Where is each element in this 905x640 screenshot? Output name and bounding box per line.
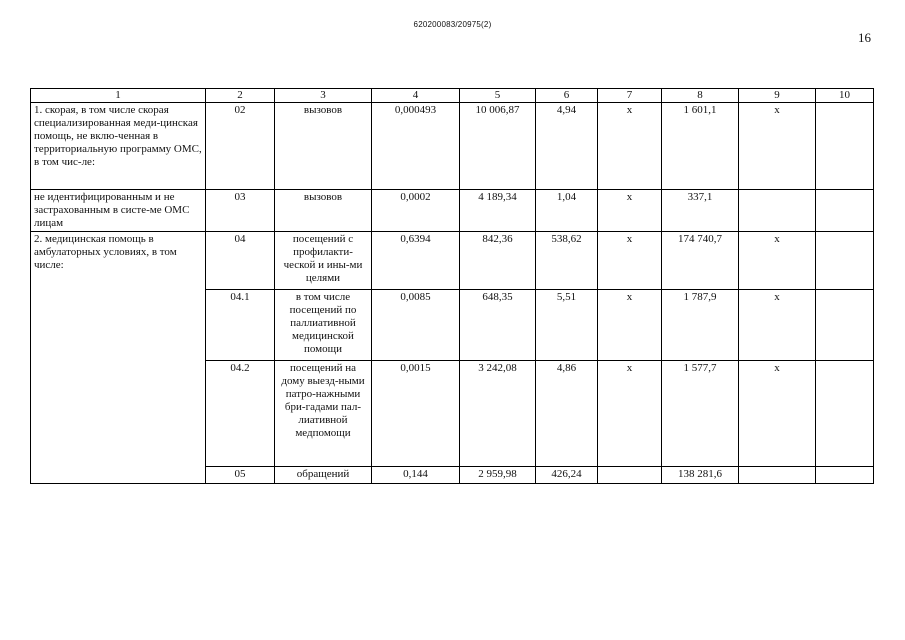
cell-col10: [816, 103, 874, 190]
cell-col10: [816, 190, 874, 232]
cell-col9: x: [739, 290, 816, 361]
cell-col4: 0,0015: [372, 361, 460, 467]
table-row: [31, 103, 874, 190]
row-code: 02: [206, 103, 275, 190]
cell-col6: 5,51: [536, 290, 598, 361]
cell-col7: x: [598, 290, 662, 361]
cell-col7: x: [598, 361, 662, 467]
cell-col8: 1 787,9: [662, 290, 739, 361]
cell-col8: 174 740,7: [662, 232, 739, 290]
cell-col8: 1 577,7: [662, 361, 739, 467]
cell-col7: x: [598, 190, 662, 232]
cell-col4: 0,0002: [372, 190, 460, 232]
cell-col8: 138 281,6: [662, 467, 739, 484]
row-code: 04.1: [206, 290, 275, 361]
cell-col8: 1 601,1: [662, 103, 739, 190]
cell-col4: 0,000493: [372, 103, 460, 190]
header-cell: 10: [816, 89, 874, 103]
cell-col5: 2 959,98: [460, 467, 536, 484]
header-cell: 2: [206, 89, 275, 103]
table-row: [31, 190, 874, 232]
cell-col6: 1,04: [536, 190, 598, 232]
row-code: 04: [206, 232, 275, 290]
cell-col6: 426,24: [536, 467, 598, 484]
cell-col10: [816, 232, 874, 290]
header-cell: 6: [536, 89, 598, 103]
cell-col4: 0,144: [372, 467, 460, 484]
cell-col8: 337,1: [662, 190, 739, 232]
cell-col7: x: [598, 103, 662, 190]
row-unit: вызовов: [275, 190, 372, 232]
cell-col5: 10 006,87: [460, 103, 536, 190]
row-description: 1. скорая, в том числе скорая специализированная меди-цинская помощь, не вклю-ченная в территориальную программу ОМС, в том чис-ле:: [31, 103, 206, 190]
header-cell: 9: [739, 89, 816, 103]
cell-col9: [739, 190, 816, 232]
row-code: 03: [206, 190, 275, 232]
cell-col7: [598, 467, 662, 484]
header-cell: 5: [460, 89, 536, 103]
document-id: 620200083/20975(2): [413, 20, 492, 29]
table-row: [31, 232, 874, 290]
cell-col10: [816, 361, 874, 467]
row-description: не идентифицированным и не застрахованным в систе-ме ОМС лицам: [31, 190, 206, 232]
row-code: 04.2: [206, 361, 275, 467]
cell-col6: 538,62: [536, 232, 598, 290]
row-unit: вызовов: [275, 103, 372, 190]
header-cell: 4: [372, 89, 460, 103]
header-cell: 7: [598, 89, 662, 103]
row-unit: посещений на дому выезд-ными патро-нажными бри-гадами пал-лиативной медпомощи: [275, 361, 372, 467]
cell-col5: 648,35: [460, 290, 536, 361]
cell-col9: x: [739, 103, 816, 190]
cell-col5: 842,36: [460, 232, 536, 290]
cell-col9: [739, 467, 816, 484]
cell-col5: 3 242,08: [460, 361, 536, 467]
row-unit: в том числе посещений по паллиативной медицинской помощи: [275, 290, 372, 361]
cell-col9: x: [739, 361, 816, 467]
data-table: [30, 88, 874, 484]
cell-col6: 4,94: [536, 103, 598, 190]
cell-col5: 4 189,34: [460, 190, 536, 232]
row-unit: обращений: [275, 467, 372, 484]
cell-col6: 4,86: [536, 361, 598, 467]
cell-col4: 0,6394: [372, 232, 460, 290]
row-code: 05: [206, 467, 275, 484]
page-number: 16: [858, 30, 871, 45]
row-description: 2. медицинская помощь в амбулаторных условиях, в том числе:: [31, 232, 206, 484]
row-unit: посещений с профилакти-ческой и ины-ми целями: [275, 232, 372, 290]
cell-col9: x: [739, 232, 816, 290]
cell-col10: [816, 467, 874, 484]
header-cell: 3: [275, 89, 372, 103]
table-header-row: [31, 89, 874, 103]
header-cell: 1: [31, 89, 206, 103]
cell-col7: x: [598, 232, 662, 290]
cell-col10: [816, 290, 874, 361]
cell-col4: 0,0085: [372, 290, 460, 361]
header-cell: 8: [662, 89, 739, 103]
